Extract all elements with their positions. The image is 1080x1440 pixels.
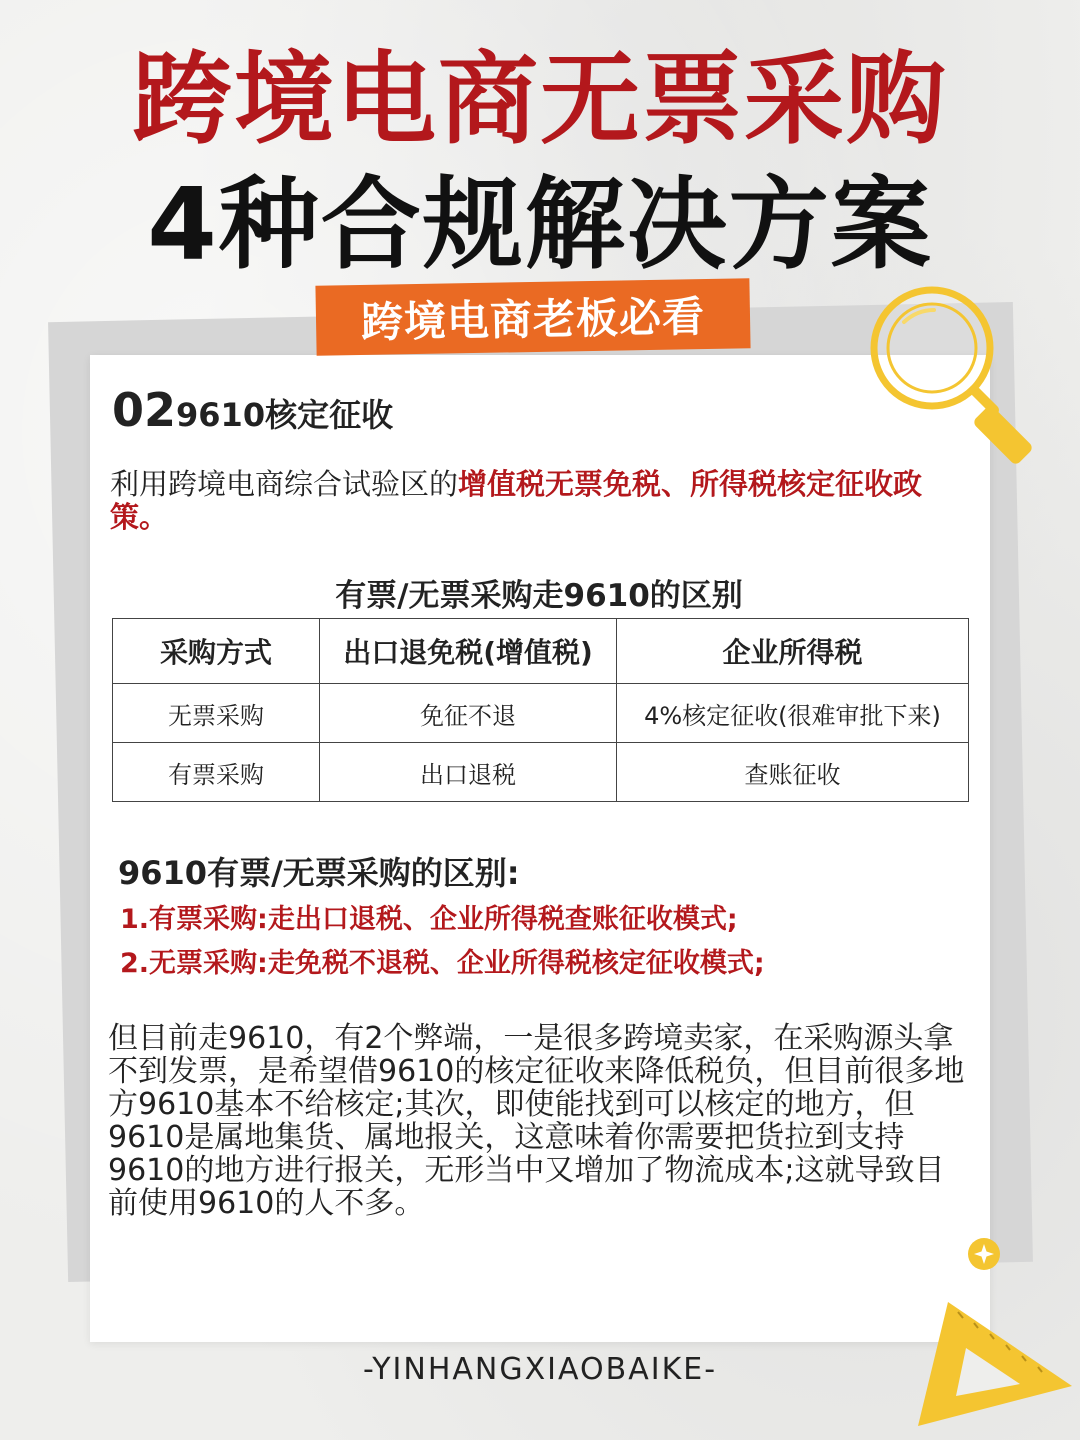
main-title-line1: 跨境电商无票采购 bbox=[132, 41, 948, 158]
table-cell: 查账征收 bbox=[617, 743, 969, 802]
body-paragraph: 但目前走9610，有2个弊端，一是很多跨境卖家，在采购源头拿不到发票，是希望借9610的核定征收来降低税负，但目前很多地方9610基本不给核定;其次，即使能找到可以核定的地方，但9610是属地集货、属地报关，这意味着你需要把货拉到支持9610的地方进行报关，无形当中又增加了物流成本;这就导致目前使用9610的人不多。 bbox=[108, 1021, 965, 1221]
table-caption: 有票/无票采购走9610的区别 bbox=[335, 578, 743, 614]
intro-text bbox=[110, 468, 980, 534]
footer-watermark: -YINHANGXIAOBAIKE- bbox=[362, 1352, 718, 1387]
table-header-cell: 采购方式 bbox=[113, 619, 320, 684]
table-header-row bbox=[113, 619, 969, 684]
table-header-cell: 企业所得税 bbox=[617, 619, 969, 684]
comparison-table bbox=[112, 618, 969, 802]
section-heading bbox=[112, 382, 393, 449]
differences-title: 9610有票/无票采购的区别: bbox=[118, 854, 520, 892]
difference-item: 1.有票采购:走出口退税、企业所得税查账征收模式; bbox=[120, 904, 738, 935]
table-cell: 免征不退 bbox=[320, 684, 617, 743]
table-row bbox=[113, 743, 969, 802]
table-cell: 出口退税 bbox=[320, 743, 617, 802]
magnifier-icon bbox=[862, 282, 1062, 472]
sparkle-dot-icon bbox=[966, 1236, 1002, 1272]
intro-prefix: 利用跨境电商综合试验区的 bbox=[110, 467, 459, 501]
table-cell: 有票采购 bbox=[113, 743, 320, 802]
intro-highlight: 增值税无票免税、所得税核定征收政策。 bbox=[110, 467, 923, 534]
main-title-line2: 4种合规解决方案 bbox=[147, 166, 933, 283]
section-number: 02 bbox=[112, 383, 177, 437]
table-cell: 无票采购 bbox=[113, 684, 320, 743]
difference-item: 2.无票采购:走免税不退税、企业所得税核定征收模式; bbox=[120, 948, 765, 979]
section-name: 9610核定征收 bbox=[176, 396, 394, 434]
subtitle-tag: 跨境电商老板必看 bbox=[315, 278, 750, 356]
table-row bbox=[113, 684, 969, 743]
table-header-cell: 出口退免税(增值税) bbox=[320, 619, 617, 684]
table-cell: 4%核定征收(很难审批下来) bbox=[617, 684, 969, 743]
